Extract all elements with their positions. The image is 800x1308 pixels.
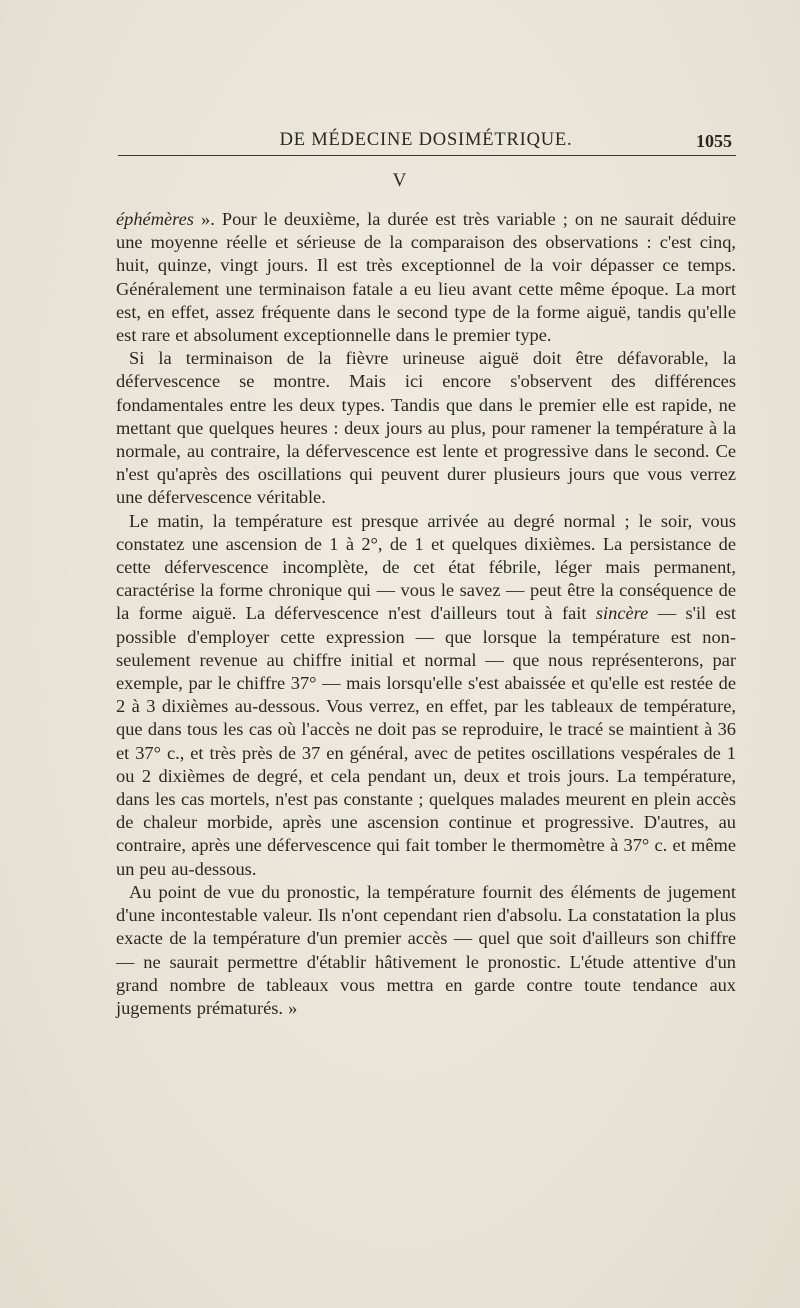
- body-text: [116, 208, 736, 1020]
- header-rule: [118, 155, 736, 156]
- running-title: DE MÉDECINE DOSIMÉTRIQUE.: [279, 130, 573, 150]
- paragraph-3: [116, 510, 736, 881]
- signature-mark: V: [392, 170, 408, 191]
- paragraph-1: [116, 208, 736, 347]
- paragraph-2-text: Si la terminaison de la fièvre urineuse aiguë doit être défavorable, la défervescence se montre. Mais ici encore s'observent des différences fondamentales entre les deux types. Tandis que dans le premier elle est rapide, ne mettant que quelques heures : deux jours au plus, pour ramener la température à la normale, au contraire, la défervescence est lente et progressive dans le second. Ce n'est qu'après des oscillations qui peuvent durer plusieurs jours que vous verrez une défervescence véritable.: [116, 348, 736, 508]
- running-head: [116, 130, 736, 156]
- paragraph-1-text: ». Pour le deuxième, la durée est très variable ; on ne saurait déduire une moyenne réelle et sérieuse de la comparaison des observations : c'est cinq, huit, quinze, vingt jours. Il est très exceptionnel de la voir dépasser ce temps. Généralement une terminaison fatale a eu lieu avant cette même époque. La mort est, en effet, assez fréquente dans le second type de la forme aiguë, tandis qu'elle est rare et absolument exceptionnelle dans le premier type.: [116, 209, 736, 346]
- paragraph-4-text: Au point de vue du pronostic, la température fournit des éléments de jugement d'une incontestable valeur. Ils n'ont cependant rien d'absolu. La constatation la plus exacte de la température d'un premier accès — quel que soit d'ailleurs son chiffre — ne saurait permettre d'établir hâtivement le pronostic. L'étude attentive d'un grand nombre de tableaux vous mettra en garde contre toute tendance aux jugements prématurés. »: [116, 881, 736, 1018]
- paragraph-2: [116, 347, 736, 509]
- paragraph-3-text-before: Le matin, la température est presque arrivée au degré normal ; le soir, vous constatez une ascension de 1 à 2°, de 1 et quelques dixièmes. La persistance de cette défervescence incomplète, de cet état fébrile, léger mais permanent, caractérise la forme chronique qui — vous le savez — peut être la conséquence de la forme aiguë. La défervescence n'est d'ailleurs tout à fait: [116, 510, 736, 624]
- paragraph-1-italic-lead: éphémères: [116, 209, 194, 229]
- paragraph-3-italic-word: sincère: [595, 603, 649, 624]
- page-number: 1055: [696, 131, 732, 151]
- paragraph-4: [116, 881, 736, 1020]
- paragraph-3-text-after: — s'il est possible d'employer cette expression — que lorsque la température est non-seulement revenue au chiffre initial et normal — que nous représenterons, par exemple, par le chiffre 37° — mais lorsqu'elle s'est abaissée et qu'elle est restée de 2 à 3 dixièmes au-dessous. Vous verrez, en effet, par les tableaux de température, que dans tous les cas où l'accès ne doit pas se reproduire, le tracé se maintient à 36 et 37° c., et très près de 37 en général, avec de petites oscillations vespérales de 1 ou 2 dixièmes de degré, et cela pendant un, deux et trois jours. La température, dans les cas mortels, n'est pas constante ; quelques malades meurent en plein accès de chaleur morbide, après une ascension continue et progressive. D'autres, au contraire, après une défervescence qui fait tomber le thermomètre à 37° c. et même un peu au-dessous.: [116, 603, 736, 879]
